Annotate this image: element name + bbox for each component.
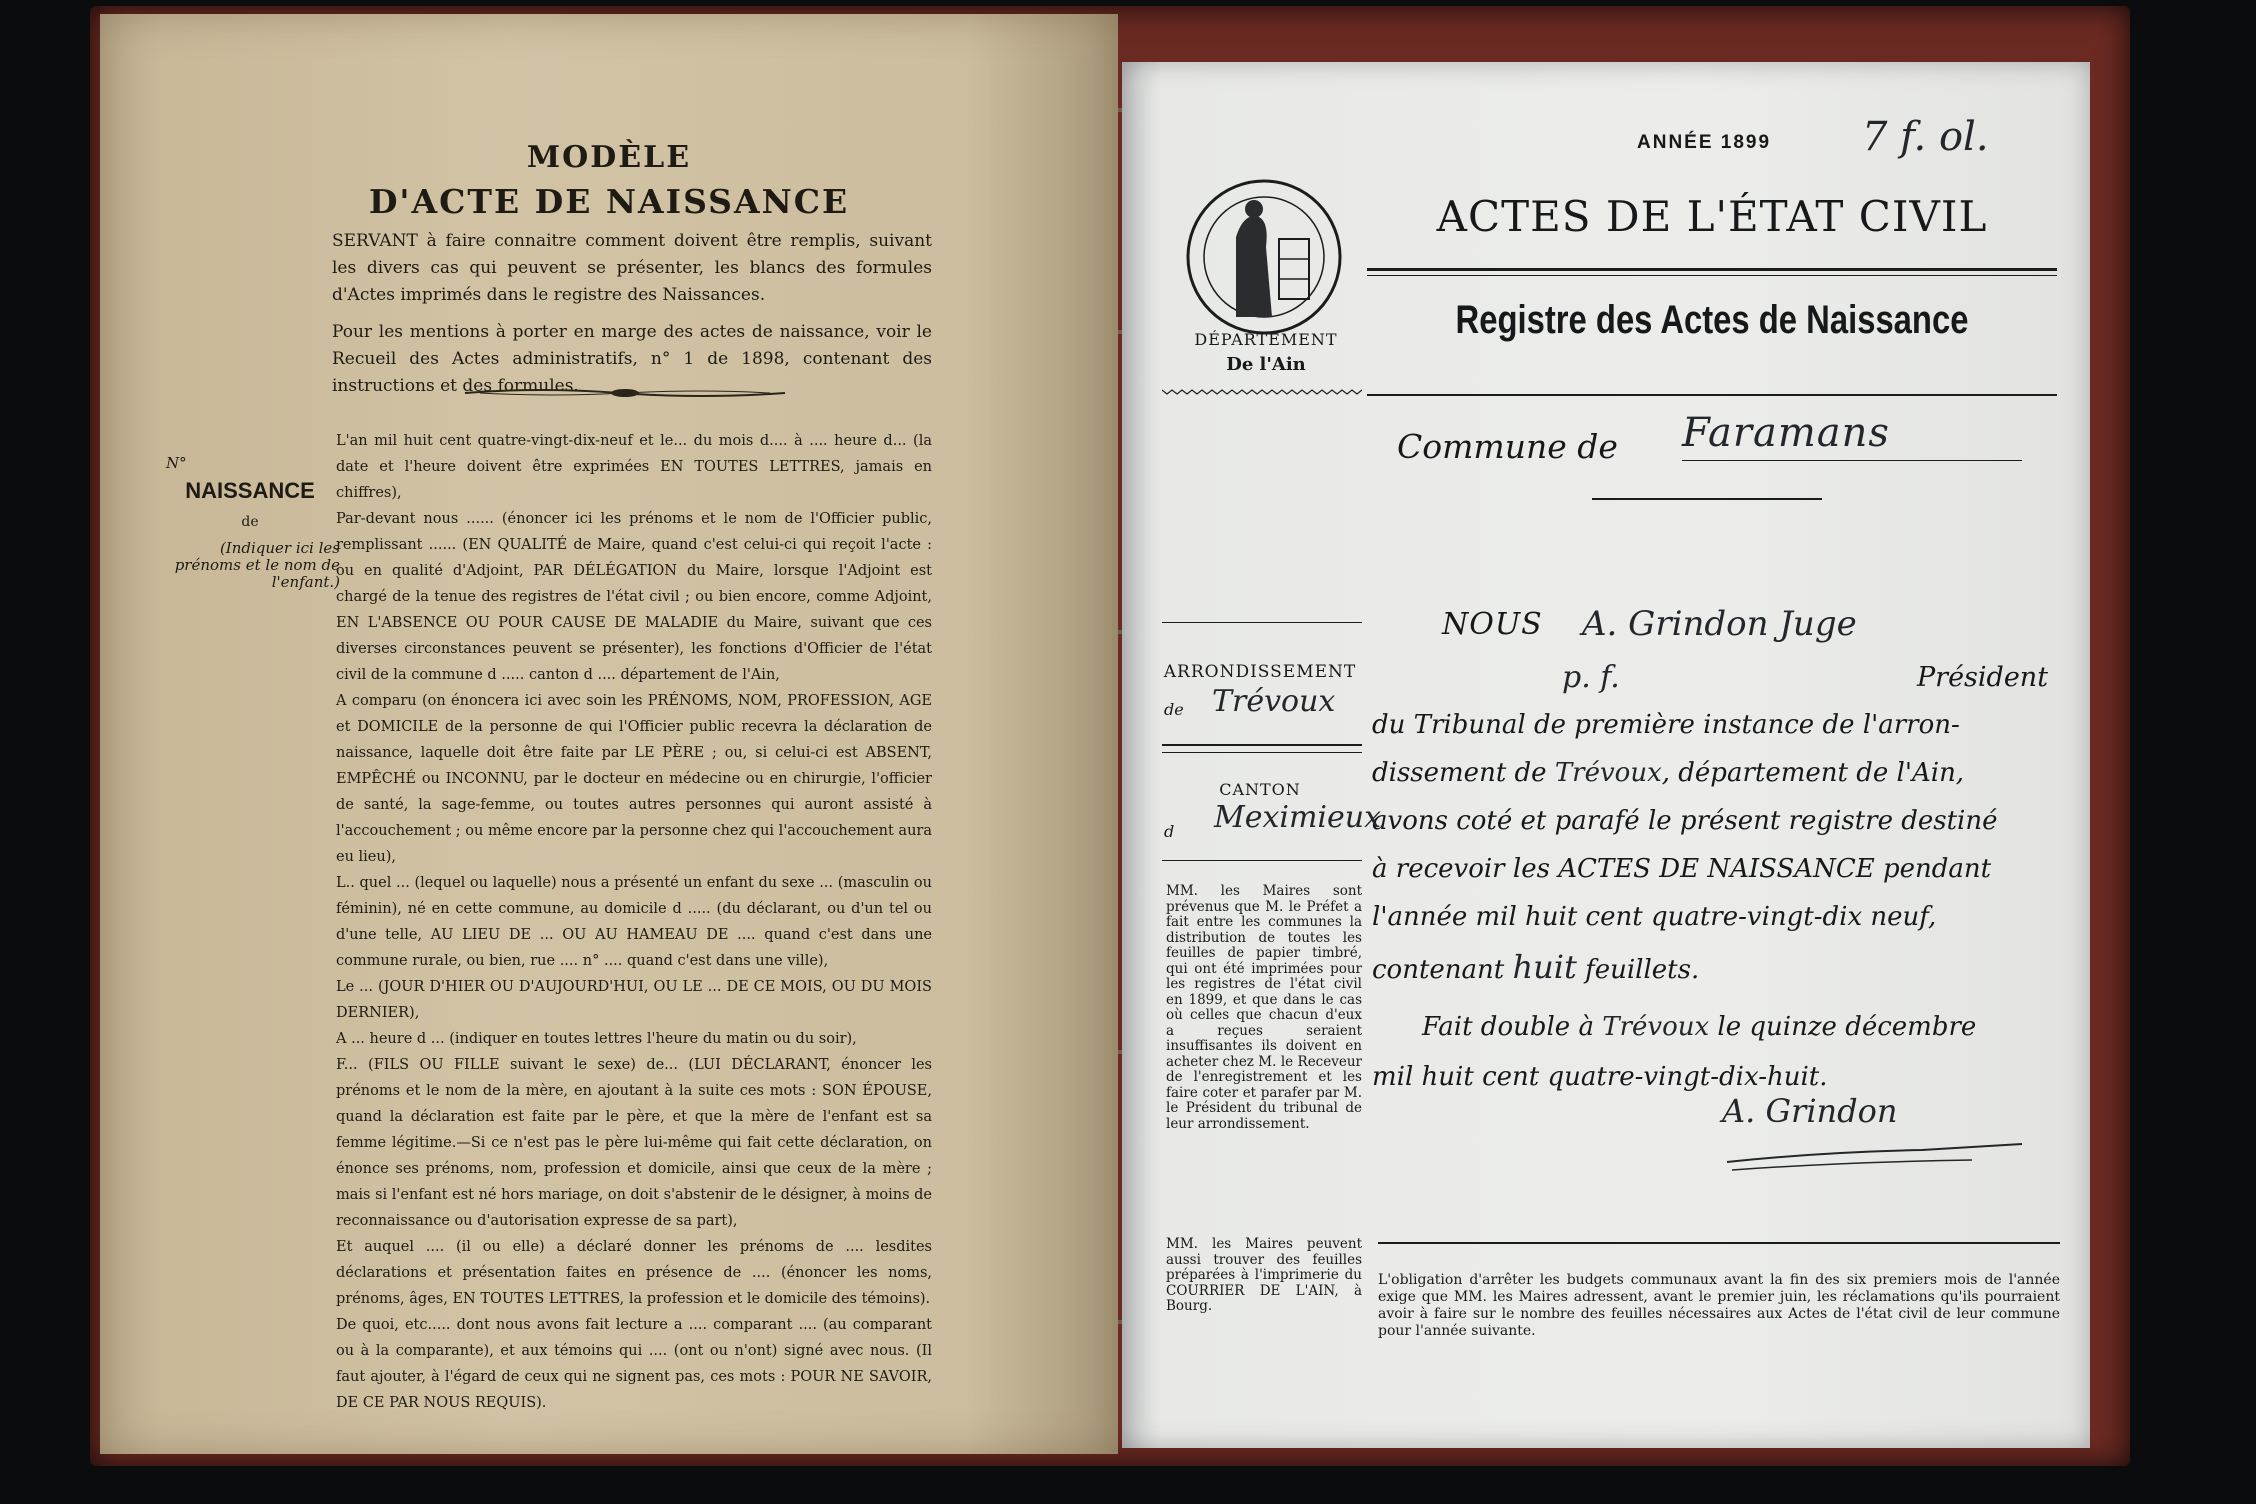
model-paragraph: Par-devant nous ...... (énoncer ici les prénoms et le nom de l'Officier public, remplissant ...... (EN QUALITÉ de Maire, quand c'est celui-ci qui reçoit l'acte : ou en qualité d'Adjoint, PAR DÉLÉGATION du Maire, lorsque l'Adjoint est chargé de la tenue des registres de l'état civil ; ou bien encore, comme Adjoint, EN L'ABSENCE OU POUR CAUSE DE MALADIE du Maire, suivant que ces diverses circonstances peuvent se présenter), les fonctions d'Officier de l'état civil de la commune d ..... canton d .... département de l'Ain, [336, 511, 932, 683]
fait-place-handwritten: Trévoux [1602, 1012, 1710, 1042]
zigzag-divider [1162, 388, 1362, 396]
paragraph-line [1372, 796, 2080, 846]
model-paragraph: Le ... (JOUR D'HIER OU D'AUJOURD'HUI, OU LE ... DE CE MOIS, OU DU MOIS DERNIER), [336, 979, 932, 1021]
arrondissement-handwritten: Trévoux [1554, 758, 1662, 788]
paragraph-line [1422, 1002, 2090, 1052]
short-divider [1592, 498, 1822, 500]
title-rule [1367, 268, 2057, 271]
model-paragraph: Et auquel .... (il ou elle) a déclaré donner les prénoms de .... lesdites déclarations et présentation faites en présence de .... (énoncer les noms, prénoms, âges, EN TOUTES LETTRES, la profession et le domicile des témoins). [336, 1239, 932, 1307]
paragraph-text: avons coté et parafé le présent registre destiné [1372, 806, 1998, 836]
column-rule [1162, 860, 1362, 861]
paragraph-text: l'année mil huit cent quatre-vingt-dix neuf, [1372, 902, 1937, 932]
maires-note-imprimerie: MM. les Maires peuvent aussi trouver des feuilles préparées à l'imprimerie du COURRIER DE L'AIN, à Bourg. [1166, 1236, 1362, 1314]
model-intro-mentions: Pour les mentions à porter en marge des actes de naissance, voir le Recueil des Actes administratifs, n° 1 de 1898, contenant des instructions et des formules. [332, 322, 932, 396]
signature-flourish [1722, 1132, 2042, 1172]
ornament-divider [460, 386, 790, 400]
paragraph-text: , département de l'Ain, [1661, 758, 1965, 788]
paragraph-text: du Tribunal de première instance de l'arron- [1372, 710, 1960, 740]
canton-label: CANTON [1219, 780, 1301, 799]
model-paragraph: L.. quel ... (lequel ou laquelle) nous a présenté un enfant du sexe ... (masculin ou féminin), né en cette commune, au domicile d ..... (du déclarant, ou d'un tel ou d'une telle, AU LIEU DE ... OU AU HAMEAU DE .... quand c'est dans une commune rurale, ou bien, rue .... n° .... quand c'est dans une ville), [336, 875, 932, 969]
commune-underline [1682, 460, 2022, 461]
commune-name-handwritten: Faramans [1682, 410, 1890, 456]
commune-label: Commune de [1397, 427, 1618, 466]
arrondissement-name-handwritten: Trévoux [1212, 684, 1336, 719]
model-body-text [336, 428, 932, 1416]
departement-label: DÉPARTEMENT [1194, 330, 1338, 349]
contenant-label: contenant [1372, 955, 1505, 985]
folio-handwritten [1862, 114, 2002, 174]
model-title-line2: D'ACTE DE NAISSANCE [368, 182, 850, 221]
title-rule-thin [1367, 275, 2057, 276]
feuillets-label: feuillets. [1585, 955, 1700, 985]
model-intro: SERVANT à faire connaitre comment doivent être remplis, suivant les divers cas qui peuvent se présenter, les blancs des formules d'Actes imprimés dans le registre des Naissances. [332, 231, 932, 305]
model-paragraph: A comparu (on énoncera ici avec soin les PRÉNOMS, NOM, PROFESSION, AGE et DOMICILE de la personne de qui l'Officier public recevra la déclaration de naissance, laquelle doit être faite par LE PÈRE ; ou, si celui-ci est ABSENT, EMPÊCHÉ ou INCONNU, par le docteur en médecine ou en chirurgie, l'officier de santé, la sage-femme, ou toutes autres personnes qui auront assisté à l'accouchement ; ou même encore par la personne chez qui l'accouchement aura eu lieu), [336, 693, 932, 865]
paragraph-text: à recevoir les ACTES DE NAISSANCE pendant [1372, 854, 1992, 884]
paragraph-text: dissement de [1372, 758, 1547, 788]
footer-rule [1378, 1242, 2060, 1244]
folio-handwritten-text: 7 f. ol. [1862, 114, 1989, 160]
margin-de-label: de [241, 514, 259, 530]
column-rule [1162, 752, 1362, 753]
canton-name-handwritten: Meximieux [1214, 800, 1382, 835]
main-title: ACTES DE L'ÉTAT CIVIL [1436, 192, 1988, 241]
fait-date: le quinze décembre [1717, 1012, 1977, 1042]
paragraph-line [1372, 942, 2080, 995]
model-paragraph: F... (FILS OU FILLE suivant le sexe) de... (LUI DÉCLARANT, énoncer les prénoms et le nom de la mère, en ajoutant à la suite ces mots : SON ÉPOUSE, quand la déclaration est faite par le père, et que la mère de l'enfant est sa femme légitime.—Si ce n'est pas le père lui-même qui fait cette déclaration, on énonce ses prénoms, nom, profession et domicile, ainsi que ceux de la mère ; mais si l'enfant est né hors mariage, on doit s'abstenir de le désigner, à moins de reconnaissance ou d'autorisation expresse de sa part), [336, 1057, 932, 1229]
arrondissement-label: ARRONDISSEMENT [1163, 662, 1357, 682]
paragraph-line [1372, 748, 2080, 798]
margin-number-label: N° [166, 454, 187, 472]
left-page-model-form [100, 14, 1118, 1454]
footer-budget-note: L'obligation d'arrêter les budgets communaux avant la fin des six premiers mois de l'année exige que MM. les Maires adressent, avant le premier juin, les réclamations qu'ils pourraient avoir à faire sur le nombre des feuilles nécessaires aux Actes de l'état civil de leur commune pour l'année suivante. [1378, 1272, 2060, 1339]
nous-handwritten-name: A. Grindon Juge [1582, 604, 1857, 644]
feuillets-count-handwritten: huit [1512, 948, 1577, 986]
arrondissement-de-label: de [1164, 700, 1184, 719]
model-paragraph: L'an mil huit cent quatre-vingt-dix-neuf et le... du mois d.... à .... heure d... (la date et l'heure doivent être exprimées EN TOUTES LETTRES, jamais en chiffres), [336, 433, 932, 501]
canton-d-label: d [1164, 822, 1175, 841]
paragraph-line [1372, 892, 2080, 942]
register-rule [1367, 394, 2057, 396]
margin-naissance-box [160, 454, 340, 591]
president-signature: A. Grindon [1722, 1092, 1898, 1130]
republic-seal-icon [1184, 177, 1344, 337]
paragraph-line [1372, 844, 2080, 894]
column-rule [1162, 622, 1362, 623]
paragraph-line [1372, 700, 2080, 750]
model-paragraph: De quoi, etc..... dont nous avons fait lecture a .... comparant .... (au comparant ou à la comparante), et aux témoins qui .... (ont ou n'ont) signé avec nous. (Il faut ajouter, à l'égard de ceux qui ne signent pas, ces mots : POUR NE SAVOIR, DE CE PAR NOUS REQUIS). [336, 1317, 932, 1411]
nous-handwritten-continuation: p. f. [1562, 660, 1620, 695]
nous-label: NOUS [1442, 607, 1543, 642]
model-title-line1: MODÈLE [526, 140, 692, 175]
right-page-register-cover [1122, 62, 2090, 1448]
president-label: Président [1917, 662, 2049, 693]
maires-note-paper: MM. les Maires sont prévenus que M. le Préfet a fait entre les communes la distribution de toutes les feuilles de papier timbré, qui ont été imprimées pour les registres de l'état civil en 1899, et que dans le cas où celles que chacun d'eux a reçues seraient insuffisantes ils doivent en acheter chez M. le Receveur de l'enregistrement et les faire coter et parafer par M. le Président du tribunal de leur arrondissement. [1166, 883, 1362, 1132]
column-rule [1162, 744, 1362, 746]
register-title: Registre des Actes de Naissance [1455, 298, 1969, 342]
fait-year: mil huit cent quatre-vingt-dix-huit. [1372, 1062, 1828, 1092]
departement-name: De l'Ain [1226, 354, 1306, 375]
margin-naissance-label: NAISSANCE [185, 478, 315, 503]
margin-hint: (Indiquer ici les prénoms et le nom de l'enfant.) [174, 539, 340, 591]
fait-label: Fait double à [1422, 1012, 1594, 1042]
model-paragraph: A ... heure d ... (indiquer en toutes lettres l'heure du matin ou du soir), [336, 1031, 857, 1047]
year-label: ANNÉE 1899 [1637, 132, 1772, 153]
